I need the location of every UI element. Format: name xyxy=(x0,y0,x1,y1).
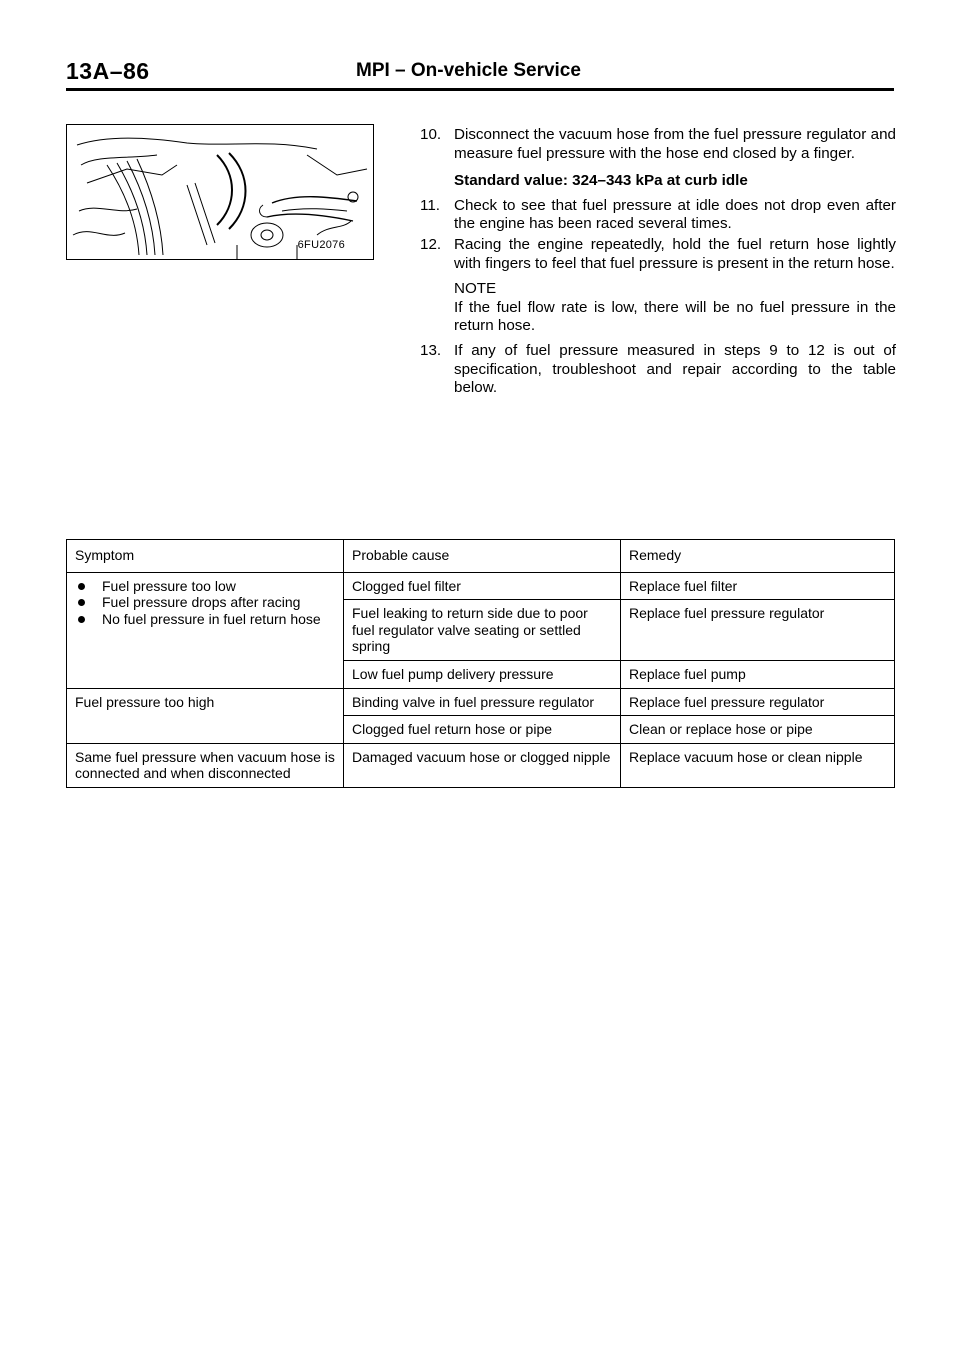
symptom-cell: Fuel pressure too high xyxy=(67,688,344,743)
step-number: 13. xyxy=(420,341,442,359)
note-heading: NOTE xyxy=(454,280,497,298)
cause-cell: Damaged vacuum hose or clogged nipple xyxy=(344,743,621,787)
page-code: 13A–86 xyxy=(66,58,150,84)
table-header-row xyxy=(67,540,895,573)
remedy-cell: Replace fuel filter xyxy=(621,572,895,600)
figure-code: 6FU2076 xyxy=(297,239,345,251)
table-row xyxy=(67,572,895,600)
list-item: Fuel pressure too low xyxy=(75,578,337,595)
step-text: Racing the engine repeatedly, hold the fuel return hose lightly with fingers to feel that fuel pressure is present in the return hose. xyxy=(454,235,896,272)
step-12 xyxy=(420,236,896,273)
cause-cell: Binding valve in fuel pressure regulator xyxy=(344,688,621,716)
symptom-list xyxy=(75,578,337,628)
step-number: 12. xyxy=(420,235,442,253)
step-text: Disconnect the vacuum hose from the fuel pressure regulator and measure fuel pressure with the hose end closed by a finger. xyxy=(454,126,896,162)
step-text: If any of fuel pressure measured in steps 9 to 12 is out of specification, troubleshoot and repair according to the table below. xyxy=(454,341,896,397)
remedy-cell: Replace fuel pump xyxy=(621,660,895,688)
note-text: If the fuel flow rate is low, there will be no fuel pressure in the return hose. xyxy=(454,298,896,335)
cause-cell: Fuel leaking to return side due to poor fuel regulator valve seating or settled spring xyxy=(344,600,621,661)
symptom-cell xyxy=(67,572,344,688)
remedy-cell: Clean or replace hose or pipe xyxy=(621,716,895,744)
standard-value: Standard value: 324–343 kPa at curb idle xyxy=(454,172,748,190)
header-rule xyxy=(66,88,894,91)
step-text: Check to see that fuel pressure at idle does not drop even after the engine has been raced several times. xyxy=(454,196,896,233)
header-probable-cause: Probable cause xyxy=(344,540,621,573)
header-symptom: Symptom xyxy=(67,540,344,573)
step-11 xyxy=(420,197,896,234)
list-item: No fuel pressure in fuel return hose xyxy=(75,611,337,628)
section-title: MPI – On-vehicle Service xyxy=(356,60,581,81)
table-row xyxy=(67,743,895,787)
step-number: 11. xyxy=(420,196,440,214)
cause-cell: Clogged fuel filter xyxy=(344,572,621,600)
table-row xyxy=(67,688,895,716)
symptom-cell: Same fuel pressure when vacuum hose is connected and when disconnected xyxy=(67,743,344,787)
troubleshooting-table xyxy=(66,539,895,788)
remedy-cell: Replace vacuum hose or clean nipple xyxy=(621,743,895,787)
header-remedy: Remedy xyxy=(621,540,895,573)
step-10 xyxy=(420,126,896,163)
remedy-cell: Replace fuel pressure regulator xyxy=(621,688,895,716)
remedy-cell: Replace fuel pressure regulator xyxy=(621,600,895,661)
step-13 xyxy=(420,342,896,398)
engine-illustration xyxy=(66,124,374,260)
cause-cell: Clogged fuel return hose or pipe xyxy=(344,716,621,744)
cause-cell: Low fuel pump delivery pressure xyxy=(344,660,621,688)
list-item: Fuel pressure drops after racing xyxy=(75,594,337,611)
procedure-steps xyxy=(420,126,896,400)
step-number: 10. xyxy=(420,126,442,143)
